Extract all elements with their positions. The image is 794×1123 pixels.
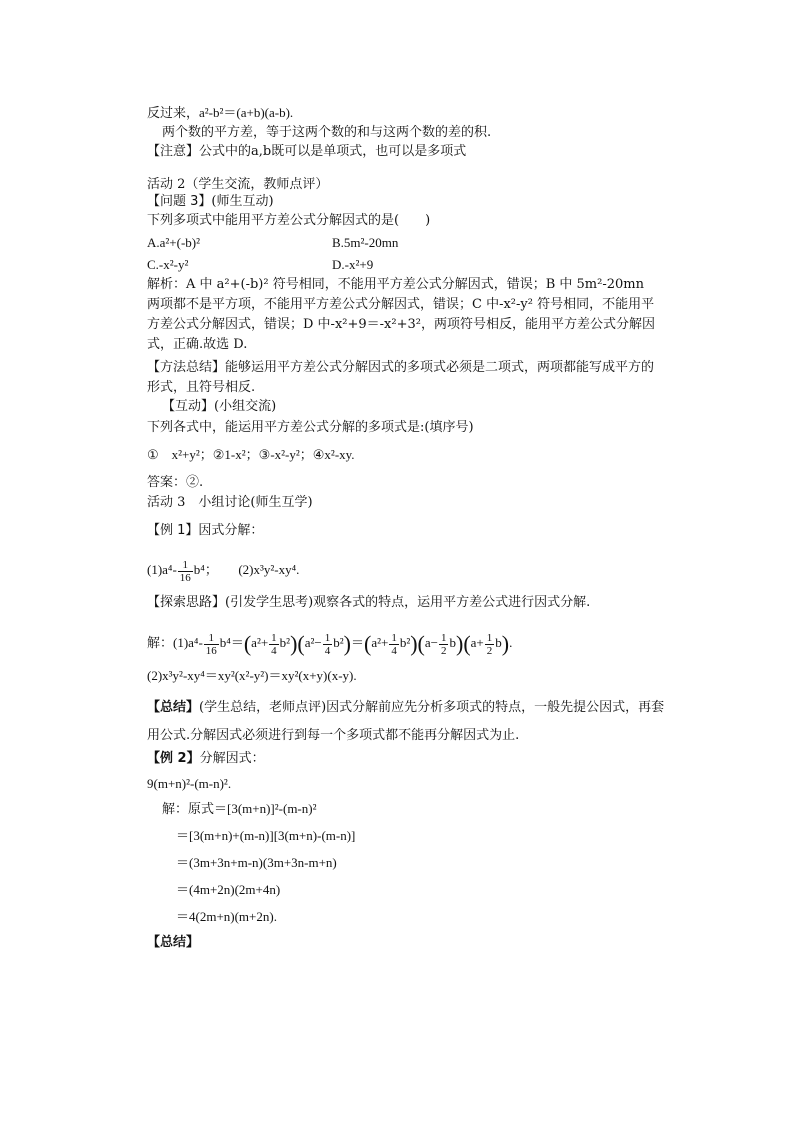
option-d: D.-x²+9 [332,257,374,272]
note-tag: 【注意】 [147,144,200,159]
analysis-paragraph: 解析：A 中 a²+(-b)² 符号相同，不能用平方差公式分解因式，错误；B 中 5m²-20mn 两项都不是平方项，不能用平方差公式分解因式，错误；C 中-x²-y² 符号相同，不能用平方差公式分解因式，错误；D 中-x²+9＝-x²+3²，两项符号相反，能用平方差公式分解因式，正确.故选 D. [147,277,655,352]
question-3-stem: 下列多项式中能用平方差公式分解因式的是( ) [147,213,431,228]
activity-2-heading: 活动 2（学生交流，教师点评） [147,177,329,192]
method-summary: 【方法总结】能够运用平方差公式分解因式的多项式必须是二项式，两项都能写成平方的形式，且符号相反. [147,360,655,395]
note-line: 【注意】公式中的a,b既可以是单项式，也可以是多项式 [147,144,467,159]
option-c: C.-x²-y² [147,257,189,272]
example-1-heading: 【例 1】因式分解： [147,523,264,538]
question-3-heading: 【问题 3】(师生互动) [147,194,274,209]
example-2-expression: 9(m+n)²-(m-n)². [147,776,232,791]
summary-paragraph: 【总结】(学生总结，老师点评)因式分解前应先分析多项式的特点，一般先提公因式，再套用公式.分解因式必须进行到每一个多项式都不能再分解因式为止. [147,700,665,743]
example-2-heading: 【例 2】分解因式： [147,751,265,766]
interaction-question: 下列各式中，能运用平方差公式分解的多项式是:(填序号) [147,420,474,435]
activity-3-heading: 活动 3 小组讨论(师生互学) [147,495,313,510]
text-line-formula-meaning: 两个数的平方差，等于这两个数的和与这两个数的差的积. [162,125,492,140]
example-2-step-4: ＝(4m+2n)(2m+4n) [176,882,281,897]
example-1-problems: (1)a⁴- $\frac{1}{16}$ b⁴； (2)x³y²-xy⁴. [147,558,300,584]
example-2-step-2: ＝[3(m+n)+(m-n)][3(m+n)-(m-n)] [176,828,356,843]
text-line-reverse-formula: 反过来，a²-b²＝(a+b)(a-b). [147,105,294,120]
example-2-step-5: ＝4(2m+n)(m+2n). [176,909,277,924]
option-a: A.a²+(-b)² [147,235,201,250]
example-2-step-1: 解：原式＝[3(m+n)]²-(m-n)² [162,801,317,816]
example-2-step-3: ＝(3m+3n+m-n)(3m+3n-m+n) [176,855,337,870]
solution-1: 解：(1)a⁴- $\frac{1}{16}$ b⁴＝(a²+ $\frac{1}{4}$ b²)(a²− $\frac{1}{4}$ b²)＝(a²+ $\frac{1}{4}$ b²)(a− $\frac{1}{2}$ b)(a+ $\frac{1}{2}$ b). [147,631,513,657]
interaction-heading: 【互动】(小组交流) [162,399,277,414]
final-summary-tag: 【总结】 [147,935,200,950]
interaction-items: ① x²+y²；②1-x²；③-x²-y²；④x²-xy. [147,447,355,462]
explore-line: 【探索思路】(引发学生思考)观察各式的特点，运用平方差公式进行因式分解. [147,595,591,610]
fraction-1-16: $\frac{1}{16}$ [179,558,191,584]
option-b: B.5m²-20mn [332,235,399,250]
answer-line: 答案：②. [147,475,204,490]
solution-2: (2)x³y²-xy⁴＝xy²(x²-y²)＝xy²(x+y)(x-y). [147,668,357,683]
